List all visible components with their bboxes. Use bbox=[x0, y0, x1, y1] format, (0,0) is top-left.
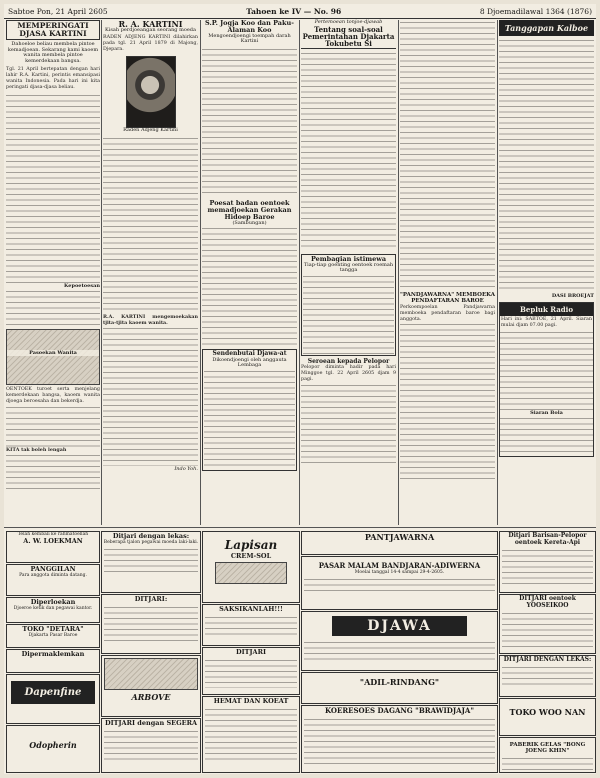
headline-pemerintahan: Tentang soal-soal Pemerintahan Djakarta Tokubetu Si bbox=[302, 24, 395, 49]
column-tanggapan bbox=[499, 20, 594, 457]
box-subheadline: Dikoendjoengi oleh anggauta Lembaga bbox=[212, 356, 287, 369]
radio-sub: Siaran Bola bbox=[530, 409, 563, 416]
box-subheadline: Tiap-tiap goenting oentoek roemah tangga bbox=[303, 261, 394, 274]
box-body bbox=[204, 369, 295, 469]
ad-ditjari-lekas-title: Ditjari dengan lekas: bbox=[112, 532, 190, 540]
box-body bbox=[303, 274, 394, 354]
pandjawarna-body bbox=[400, 322, 495, 482]
ad-djawa-body bbox=[304, 640, 495, 662]
ad-ditjari bbox=[101, 594, 201, 654]
article-body-2 bbox=[202, 226, 297, 346]
sambungan-label: (Sambungan) bbox=[232, 219, 267, 226]
ad-hemat-koeat-title: HEMAT DAN KOEAT bbox=[213, 697, 289, 705]
ad-ditjari-body bbox=[104, 605, 198, 645]
newspaper-page bbox=[4, 4, 596, 774]
column-divider bbox=[200, 20, 201, 525]
ad-odopherin-brand: Odopherin bbox=[29, 740, 77, 750]
headline-pembagian: Pembagian istimewa bbox=[310, 254, 387, 263]
seroean-lead: Pelopor diminta hadir pada hari Minggoe tgl. 22 April 2605 djam 9 pagi. bbox=[301, 365, 396, 383]
ad-ditjari-lekas-text: Beberapa tjalon pegawai moeda laki-laki. bbox=[103, 540, 199, 545]
ad-barisan-pelopor-body bbox=[502, 548, 593, 586]
radio-text: Hari ini: SABTOE, 21 April. Siaran mulai djam 07.00 pagi. bbox=[501, 317, 592, 328]
illustration-women-march bbox=[6, 329, 100, 385]
ad-lapisan bbox=[202, 531, 300, 603]
ad-panggilan-text: Para anggota diminta datang. bbox=[19, 573, 87, 578]
ad-ditjari-segera bbox=[101, 718, 201, 773]
issue-hijri-date: 8 Djoemadilawal 1364 (1876) bbox=[479, 6, 592, 16]
ad-pasar-malam-sub: Moelai tanggal 14-4 sampai 29-4-2605. bbox=[354, 570, 445, 575]
ad-lapisan-sub: CREM-SOL bbox=[230, 552, 272, 560]
ad-brawidjaja-body bbox=[304, 717, 495, 765]
article-body bbox=[400, 20, 495, 290]
ad-arbove-illustration bbox=[104, 658, 198, 690]
box-pembagian bbox=[301, 254, 396, 356]
ad-yooseikoo bbox=[499, 594, 596, 654]
ad-toko-detara bbox=[6, 624, 100, 648]
pandjawarna-lead: Perkoempoelan Pandjawarna memboeka pendaftaran baroe bagi anggota. bbox=[400, 304, 495, 322]
lower-article-kicker: KITA tak boleh lengah bbox=[6, 446, 67, 453]
headline-memperingati: MEMPERINGATI DJASA KARTINI bbox=[6, 20, 100, 40]
ad-pasar-malam-body bbox=[304, 577, 495, 595]
ad-ditjari-segera-title: DITJARI dengan SEGERA bbox=[104, 719, 198, 727]
subheadline: Mengoendjoengi toempah darah Kartini bbox=[208, 32, 291, 45]
ad-ditjari-lekas-body bbox=[104, 547, 198, 575]
ad-diperloekan-title: Diperloekan bbox=[30, 598, 76, 606]
illustration-caption: Pasoekan Wanita bbox=[7, 350, 99, 356]
article-lead: Tgl. 21 April bertepatan dengan hari lahir R.A. Kartini, perintis emansipasi wanita Indonesia. Pada hari ini kita peringati djasa-djasa beliau. bbox=[6, 66, 100, 90]
ad-toko-woo-nan-title: TOKO WOO NAN bbox=[509, 707, 586, 717]
ad-ditjari-c-body bbox=[205, 658, 297, 688]
ad-dapenfine-brand: Dapenfine bbox=[11, 681, 95, 704]
article-note: Kepoetoesan bbox=[64, 282, 100, 289]
ad-barisan-pelopor-title: Ditjari Barisan-Pelopor oentoek Kereta-Api bbox=[508, 532, 587, 546]
lower-article-body bbox=[103, 326, 198, 466]
ad-panggilan bbox=[6, 564, 100, 596]
photo-caption: Raden Adjeng Kartini bbox=[123, 127, 178, 134]
radio-schedule bbox=[500, 330, 593, 410]
headline-seroean: Seroean kepada Pelopor bbox=[307, 358, 390, 366]
ad-dipermaklemkan-title: Dipermaklemkan bbox=[21, 650, 85, 658]
ad-pasar-malam-title: PASAR MALAM BANDJARAN-ADIWERNA bbox=[318, 561, 481, 570]
column-pemerintahan bbox=[301, 20, 396, 463]
ad-ditjari-lekas-e-title: DITJARI DENGAN LEKAS: bbox=[503, 656, 592, 663]
ad-ditjari-segera-body bbox=[104, 729, 198, 763]
tanggapan-byline: DASI BROEJAT bbox=[551, 293, 594, 299]
ad-dapenfine bbox=[6, 674, 100, 724]
ad-ditjari-c-title: DITJARI bbox=[235, 648, 267, 656]
column-5 bbox=[400, 20, 495, 482]
radio-schedule-2 bbox=[500, 416, 593, 456]
ad-bong-joeng-khin-title: PABERIK GELAS "BONG JOENG KHIN" bbox=[509, 742, 586, 754]
headline-sendenbutai: Sendenbutai Djawa-at bbox=[212, 350, 287, 358]
column-divider bbox=[398, 20, 399, 525]
column-divider bbox=[497, 20, 498, 525]
box-sendenbutai bbox=[202, 349, 297, 471]
ad-pasar-malam bbox=[301, 556, 498, 610]
article-body bbox=[103, 136, 198, 312]
lower-article-body bbox=[6, 405, 100, 447]
ad-adil-rindang-title: "ADIL-RINDANG" bbox=[359, 677, 440, 687]
ad-diperloekan bbox=[6, 597, 100, 623]
ad-toko-woo-nan bbox=[499, 698, 596, 736]
tanggapan-body bbox=[499, 38, 594, 293]
ad-hemat-koeat bbox=[202, 696, 300, 773]
ad-panggilan-title: PANGGILAN bbox=[30, 565, 76, 573]
article-body bbox=[301, 51, 396, 251]
ad-dipermaklemkan bbox=[6, 649, 100, 673]
ad-ditjari-lekas-e-body bbox=[502, 665, 593, 689]
ad-barisan-pelopor bbox=[499, 531, 596, 593]
issue-volume: Tahoen ke IV — No. 96 bbox=[246, 6, 342, 16]
ad-bong-joeng-khin-body bbox=[502, 756, 593, 770]
column-kartini bbox=[6, 20, 100, 489]
ad-lapisan-product bbox=[215, 562, 287, 584]
ad-brawidjaja-title: KOERESOES DAGANG "BRAWIDJAJA" bbox=[325, 706, 474, 715]
ad-obituary-name: A. W. LOEKMAN bbox=[23, 537, 83, 546]
seroean-body bbox=[301, 383, 396, 463]
issue-date: Sabtoe Pon, 21 April 2605 bbox=[8, 6, 108, 16]
ad-toko-detara-sub: Djakarta Pasar Baroe bbox=[28, 633, 78, 638]
headline-pandjawarna: "PANDJAWARNA" MEMBOEKA PENDAFTARAN BAROE bbox=[400, 292, 495, 304]
ad-saksikanlah-body bbox=[205, 615, 297, 637]
ad-arbove-brand: ARBOVE bbox=[131, 692, 171, 702]
ad-lapisan-brand: Lapisan bbox=[224, 538, 278, 552]
article-lead: RADEN ADJENG KARTINI dilahirkan pada tgl. 21 April 1879 di Majong, Djepara. bbox=[103, 35, 198, 53]
ad-djawa bbox=[301, 611, 498, 671]
article-body-continued bbox=[6, 289, 100, 327]
ad-ditjari-lekas-e bbox=[499, 655, 596, 697]
ad-obituary bbox=[6, 531, 100, 563]
column-divider bbox=[101, 20, 102, 525]
ad-djawa-brand: DJAWA bbox=[332, 616, 467, 636]
ad-hemat-koeat-body bbox=[205, 707, 297, 763]
ad-ditjari-title: DITJARI: bbox=[134, 595, 168, 603]
ad-yooseikoo-title: DITJARI oentoek YOOSEIKOO bbox=[519, 595, 576, 609]
lower-article-lead: OENTOEK turoet serta menjelang kemerdekaan bangsa, kaoem wanita djoega beroesaha dan bekerdja. bbox=[6, 386, 100, 404]
ad-adil-rindang bbox=[301, 672, 498, 704]
ad-saksikanlah bbox=[202, 604, 300, 646]
ad-ditjari-c bbox=[202, 647, 300, 695]
column-sp-jogja bbox=[202, 20, 297, 471]
headline-sp-jogja: S.P. Jogja Koo dan Paku-Alaman Koo bbox=[205, 19, 294, 34]
ad-arbove bbox=[101, 655, 201, 717]
tanggapan-logo: Tanggapan Kalboe bbox=[499, 20, 594, 36]
ad-saksikanlah-title: SAKSIKANLAH!!! bbox=[219, 605, 283, 613]
headline-ra-kartini: R. A. KARTINI bbox=[118, 19, 183, 29]
ad-odopherin bbox=[6, 725, 100, 773]
ad-diperloekan-text: Djoeroe ketik dan pegawai kantor. bbox=[13, 606, 93, 611]
ads-divider bbox=[4, 527, 596, 528]
ad-yooseikoo-body bbox=[502, 611, 593, 651]
lower-article-body-continued bbox=[6, 453, 100, 489]
radio-title: Bepluk Radio bbox=[500, 303, 593, 316]
subheadline-kisah: Kisah perdjoeangan seorang moeda bbox=[105, 27, 196, 34]
byline: Indo Yoh. bbox=[174, 465, 198, 472]
ad-obituary-title: Telah kembali ke rahmatoellah bbox=[17, 532, 89, 537]
subheadline: Dahoeloe beliau membela pintoe kemadjoean. Sekarang kami kaoem wanita membela pintoe kemerdekaan bangsa. bbox=[7, 40, 99, 64]
article-body bbox=[202, 47, 297, 197]
column-divider bbox=[299, 20, 300, 525]
kicker: Pertemoean tonjoe-djawab bbox=[314, 19, 383, 25]
radio-box bbox=[499, 302, 594, 457]
article-body bbox=[6, 93, 100, 283]
headline-poesat-badan: Poesat badan oentoek memadjoekan Gerakan Hidoep Baroe bbox=[207, 199, 292, 221]
ad-bong-joeng-khin bbox=[499, 737, 596, 773]
ad-pantjawarna-title: PANTJAWARNA bbox=[364, 532, 435, 542]
column-ra-kartini bbox=[103, 20, 198, 472]
ad-toko-detara-title: TOKO "DETARA" bbox=[22, 625, 84, 633]
ad-brawidjaja bbox=[301, 705, 498, 773]
lower-article-lead: R.A. KARTINI mengemoekakan tjita-tjita kaoem wanita. bbox=[103, 313, 198, 326]
portrait-photo bbox=[126, 56, 176, 128]
masthead bbox=[4, 4, 596, 19]
ad-pantjawarna bbox=[301, 531, 498, 555]
ad-ditjari-lekas bbox=[101, 531, 201, 593]
